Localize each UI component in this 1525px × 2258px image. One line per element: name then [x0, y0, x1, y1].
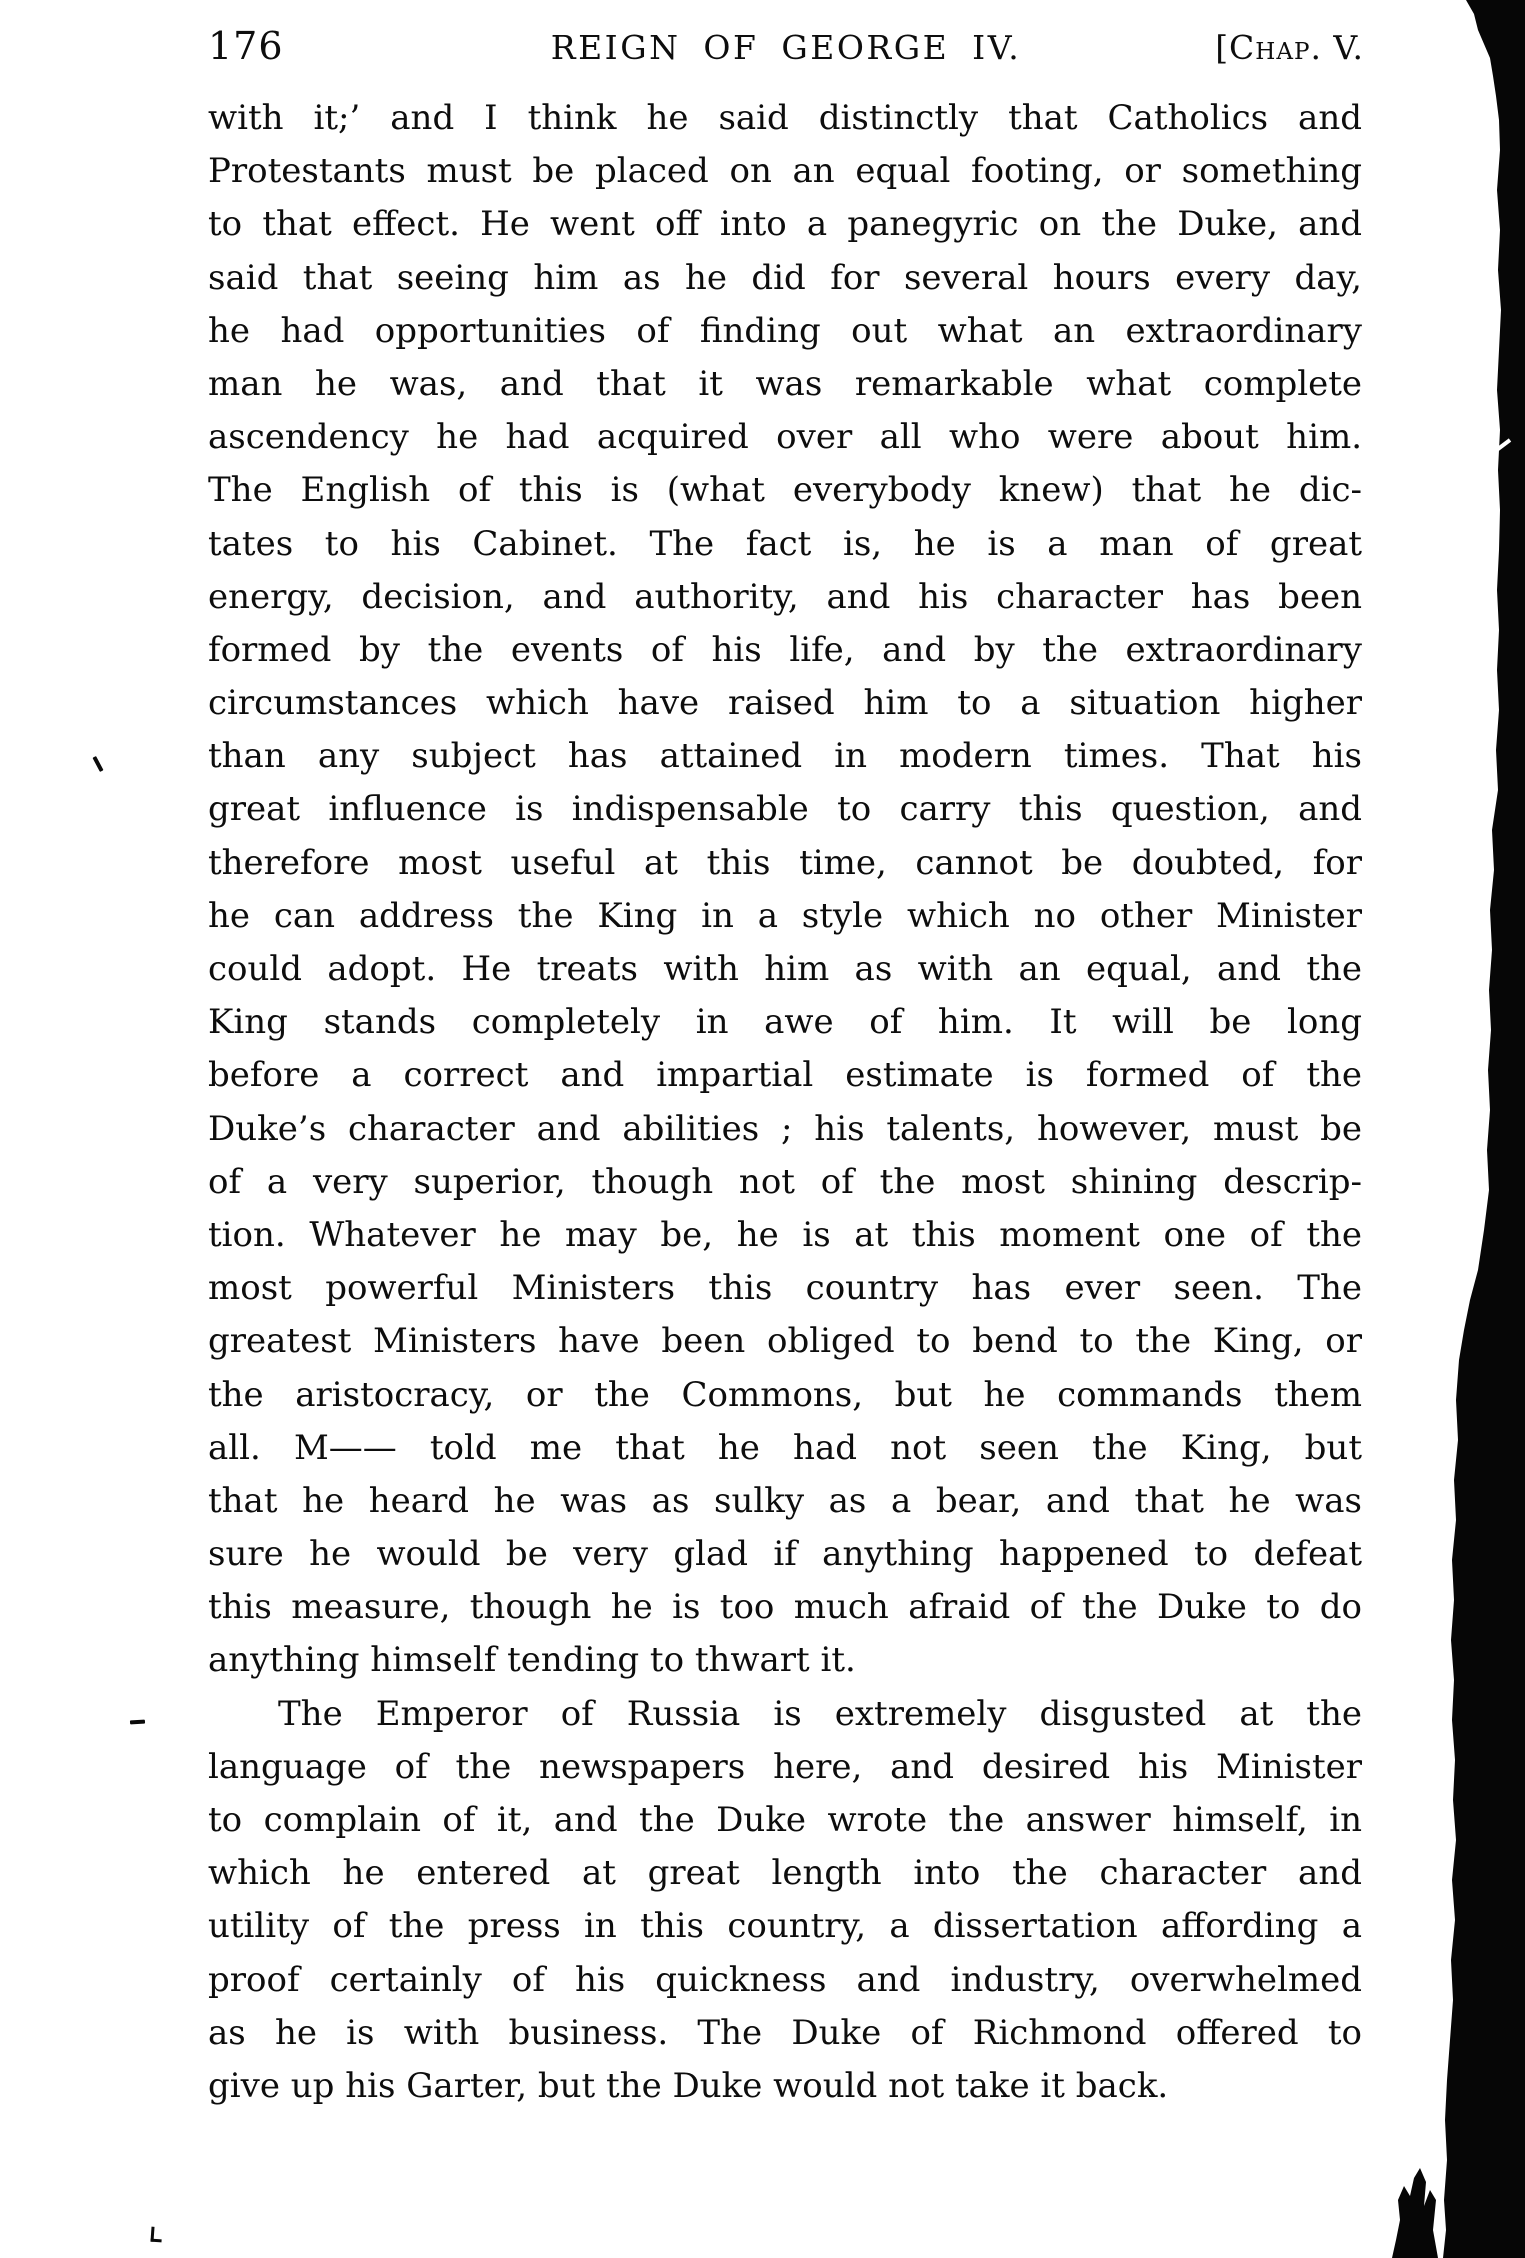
text-line: man he was, and that it was remarkable what complete: [208, 363, 1362, 404]
text-line: to that effect. He went off into a panegyric on the Duke, and: [208, 204, 1362, 245]
text-line: most powerful Ministers this country has ever seen. The: [208, 1268, 1362, 1309]
text-line: he had opportunities of finding out what an extraordinary: [208, 310, 1362, 351]
text-line: circumstances which have raised him to a situation higher: [208, 683, 1362, 724]
text-line: greatest Ministers have been obliged to bend to the King, or: [208, 1321, 1362, 1362]
paragraph: [208, 1688, 1362, 2114]
text-line: could adopt. He treats with him as with an equal, and the: [208, 949, 1362, 989]
text-line: tates to his Cabinet. The fact is, he is a man of great: [208, 523, 1362, 564]
text-line: Protestants must be placed on an equal footing, or something: [208, 151, 1362, 192]
running-title: REIGN OF GEORGE IV.: [550, 28, 1022, 67]
text-line: King stands completely in awe of him. It will be long: [208, 1002, 1362, 1043]
text-line: this measure, though he is too much afraid of the Duke to do: [208, 1587, 1362, 1628]
text-line: utility of the press in this country, a dissertation affording a: [208, 1906, 1362, 1947]
text-line: to complain of it, and the Duke wrote the answer himself, in: [208, 1800, 1362, 1840]
text-line: formed by the events of his life, and by the extraordinary: [208, 629, 1362, 670]
text-line: energy, decision, and authority, and his character has been: [208, 576, 1362, 617]
text-line: language of the newspapers here, and desired his Minister: [208, 1746, 1362, 1787]
text-line: that he heard he was as sulky as a bear, and that he was: [208, 1480, 1362, 1521]
text-line: with it;’ and I think he said distinctly that Catholics and: [208, 98, 1362, 138]
text-line: all. M—— told me that he had not seen the King, but: [208, 1427, 1362, 1468]
text-line: sure he would be very glad if anything happened to defeat: [208, 1534, 1362, 1575]
text-line: tion. Whatever he may be, he is at this moment one of the: [208, 1214, 1362, 1255]
text-line: ascendency he had acquired over all who were about him.: [208, 417, 1362, 458]
text-line: therefore most useful at this time, cannot be doubted, for: [208, 842, 1362, 883]
text-line: The Emperor of Russia is extremely disgusted at the: [278, 1693, 1362, 1734]
text-line: said that seeing him as he did for several hours every day,: [208, 257, 1362, 298]
text-line: great influence is indispensable to carry this question, and: [208, 789, 1362, 830]
text-line: as he is with business. The Duke of Richmond offered to: [208, 2012, 1362, 2053]
text-line: the aristocracy, or the Commons, but he commands them: [208, 1374, 1362, 1415]
text-line: than any subject has attained in modern times. That his: [208, 736, 1362, 777]
text-line: anything himself tending to thwart it.: [208, 1640, 856, 1681]
text-line: which he entered at great length into the character and: [208, 1853, 1362, 1894]
text-line: Duke’s character and abilities ; his talents, however, must be: [208, 1108, 1362, 1149]
text-line: give up his Garter, but the Duke would not take it back.: [208, 2065, 1169, 2106]
running-header: [208, 22, 1364, 68]
ink-mark-left-margin: [92, 756, 103, 772]
page-body-text: [208, 92, 1362, 2113]
text-line: of a very superior, though not of the most shining descrip-: [208, 1161, 1362, 1202]
ink-speck-bottom-left: [150, 2227, 162, 2243]
paragraph: [208, 92, 1362, 1688]
text-line: he can address the King in a style which no other Minister: [208, 895, 1362, 936]
text-line: The English of this is (what everybody knew) that he dic-: [208, 470, 1362, 511]
chapter-reference: [Chap. V.: [1215, 28, 1364, 67]
text-line: before a correct and impartial estimate is formed of the: [208, 1055, 1362, 1096]
ink-mark-dash: [130, 1720, 145, 1725]
page-number: 176: [208, 24, 284, 68]
text-line: proof certainly of his quickness and industry, overwhelmed: [208, 1959, 1362, 2000]
